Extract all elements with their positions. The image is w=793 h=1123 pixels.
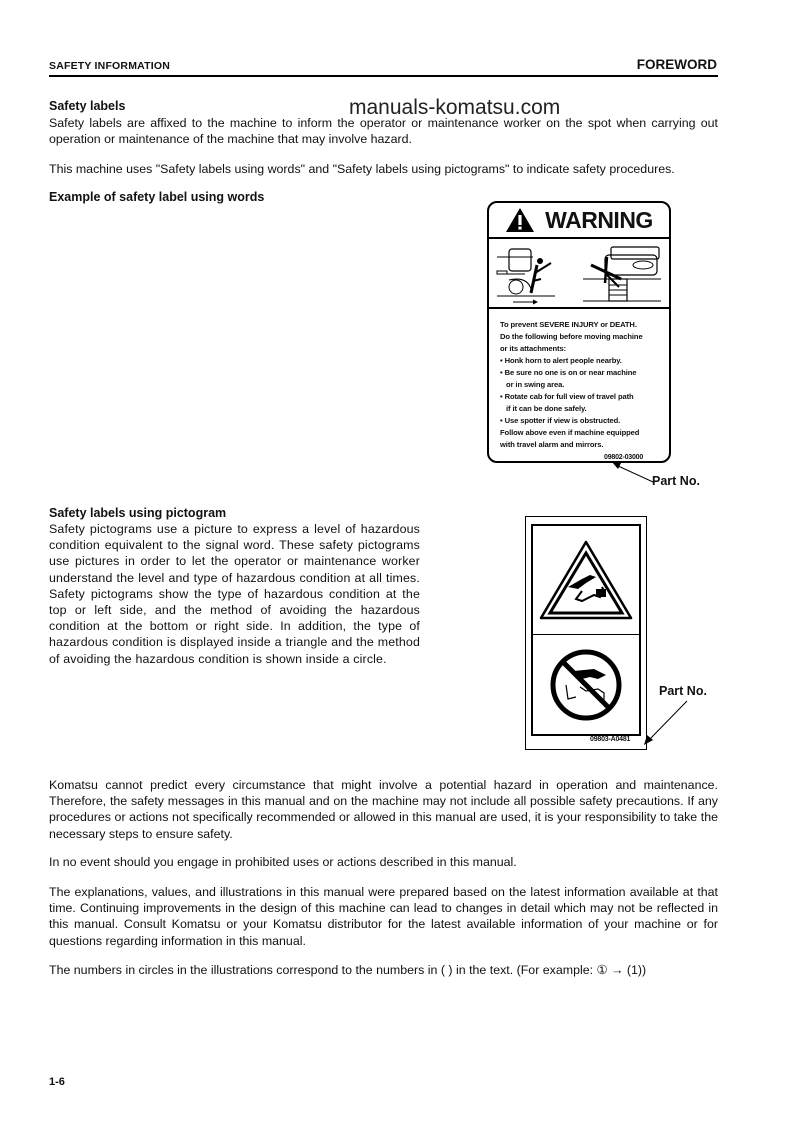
disclaimer-paragraph: Komatsu cannot predict every circumstance that might involve a potential hazard in operation and maintenance. Therefore, the safety messages in this manual and on the machine may not include all possible safety precautions. If any procedures or actions not specifically recommended or allowed in this manual are used, it is your responsibility to take the necessary steps to ensure safety. — [49, 778, 718, 841]
circled-numbers-paragraph: The numbers in circles in the illustrations correspond to the numbers in ( ) in the text. (For example: ① → (1)) — [49, 963, 647, 977]
safety-labels-heading: Safety labels — [49, 99, 126, 113]
swing-hazard-pictogram — [581, 243, 663, 305]
warning-line: • Use spotter if view is obstructed. — [500, 416, 621, 425]
part-no-arrow-2 — [642, 698, 692, 748]
watermark: manuals-komatsu.com — [349, 96, 561, 119]
header-rule — [49, 75, 718, 77]
no-hand-prohibition-circle-icon — [546, 645, 626, 725]
warning-line: or in swing area. — [500, 380, 565, 389]
hand-crush-hazard-triangle-icon — [538, 539, 634, 621]
warning-label-header — [489, 203, 669, 239]
part-no-callout-2: Part No. — [659, 684, 707, 698]
words-example-heading: Example of safety label using words — [49, 190, 265, 204]
warning-line: • Rotate cab for full view of travel path — [500, 392, 634, 401]
pictogram-inner-frame — [531, 524, 641, 736]
pictogram-label — [525, 516, 647, 750]
chapter-title: FOREWORD — [636, 57, 717, 72]
hazard-panel — [533, 526, 639, 635]
part-no-arrow-1 — [610, 460, 655, 485]
signal-word: WARNING — [545, 206, 653, 233]
page-number: 1-6 — [49, 1076, 65, 1088]
latest-info-paragraph: The explanations, values, and illustrations in this manual were prepared based on the latest information available at that time. Continuing improvements in the design of this machine can lead to changes in detail which may not be reflected in this manual. Consult Komatsu or your Komatsu distributor for the latest available information of your machine or for questions regarding information in this manual. — [49, 885, 718, 948]
avoidance-panel — [533, 635, 639, 735]
warning-line: To prevent SEVERE INJURY or DEATH. — [500, 320, 637, 329]
warning-line: Follow above even if machine equipped — [500, 428, 640, 437]
warning-label — [487, 201, 671, 463]
warning-label-part-number: 09802-03000 — [601, 454, 646, 461]
warning-line: • Be sure no one is on or near machine — [500, 368, 637, 377]
warning-line: or its attachments: — [500, 344, 567, 353]
warning-line: Do the following before moving machine — [500, 332, 643, 341]
section-title: SAFETY INFORMATION — [49, 60, 171, 72]
pictogram-label-part-number: 09803-A0481 — [590, 736, 631, 743]
warning-pictograms — [489, 239, 669, 309]
warning-line: with travel alarm and mirrors. — [500, 440, 604, 449]
safety-labels-intro: Safety labels are affixed to the machine to inform the operator or maintenance worker on the spot when carrying out operation or maintenance of the machine that may involve hazard. — [49, 116, 718, 147]
warning-triangle-icon — [505, 207, 535, 233]
safety-labels-usage: This machine uses "Safety labels using words" and "Safety labels using pictograms" to indicate safety procedures. — [49, 162, 675, 176]
pictogram-heading: Safety labels using pictogram — [49, 506, 227, 520]
warning-line: if it can be done safely. — [500, 404, 587, 413]
warning-line: • Honk horn to alert people nearby. — [500, 356, 622, 365]
pictogram-body: Safety pictograms use a picture to express a level of hazardous condition equivalent to the signal word. These safety pictograms use pictures in order to let the operator or maintenance worker understand the level and type of hazardous condition at all times. Safety pictograms show the type of hazardous condition at the top or left side, and the method of avoiding the hazardous condition at the bottom or right side. In addition, the type of hazardous condition is displayed inside a triangle and the method of avoiding the hazardous condition is shown inside a circle. — [49, 522, 420, 666]
warning-label-text — [489, 309, 669, 451]
runover-hazard-pictogram — [495, 243, 575, 305]
part-no-callout-1: Part No. — [652, 474, 700, 488]
prohibited-uses-paragraph: In no event should you engage in prohibited uses or actions described in this manual. — [49, 855, 517, 869]
